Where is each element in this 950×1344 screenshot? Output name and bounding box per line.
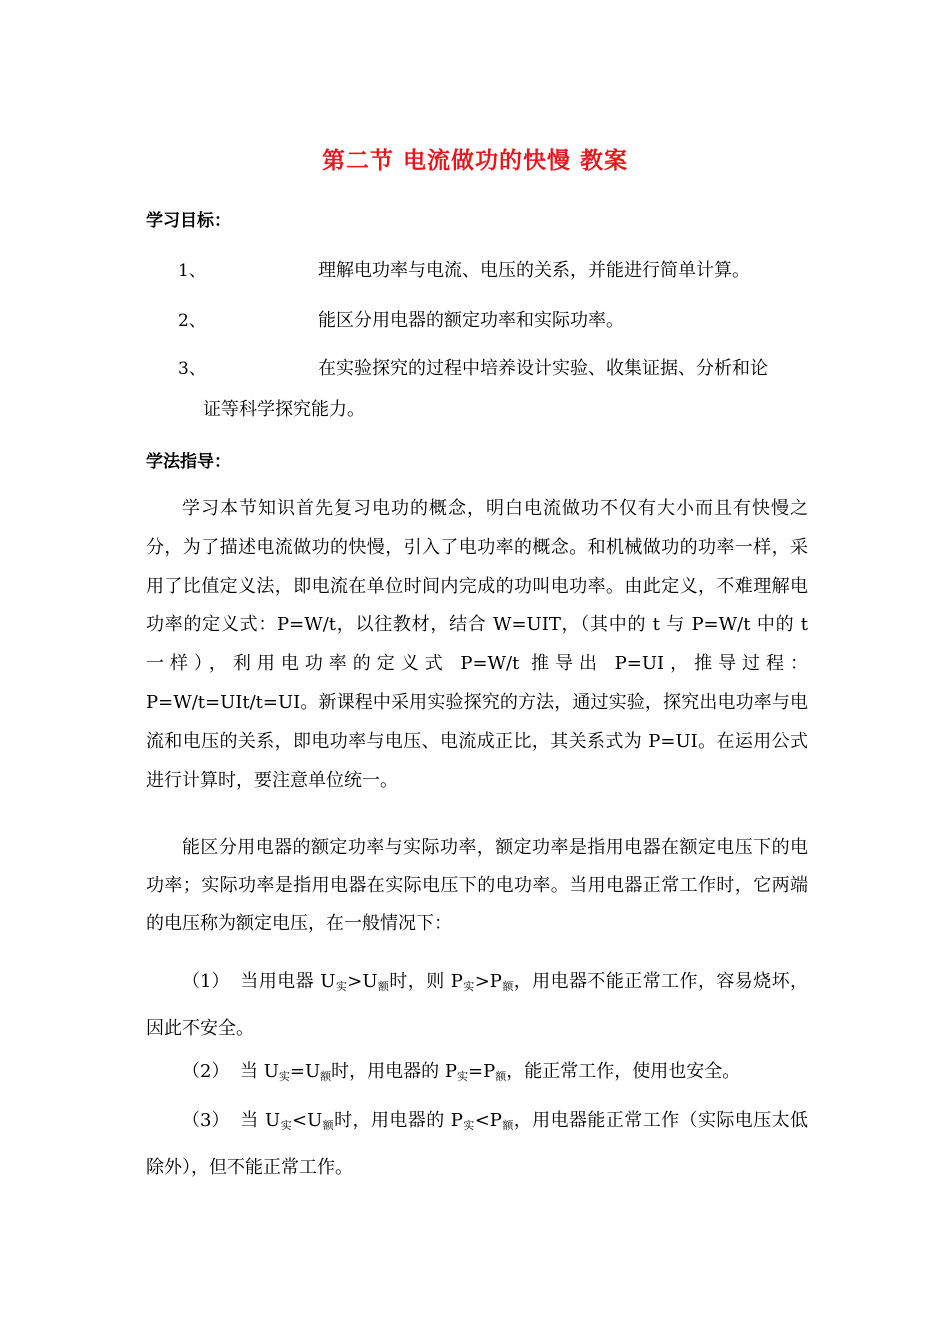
method-paragraph-1: 学习本节知识首先复习电功的概念，明白电流做功不仅有大小而且有快慢之分，为了描述电流做功的快慢，引入了电功率的概念。和机械做功的功率一样，采用了比值定义法，即电流在单位时间内完成的功叫电功率。由此定义，不难理解电功率的定义式：P=W/t，以往教材，结合 W=UIT，（其中的 t 与 P=W/t 中的 t 一样），利用电功率的定义式 P=W/t 推导出 P=UI，推导过程：P=W/t=UIt/t=UI。新课程中采用实验探究的方法，通过实验，探究出电功率与电流和电压的关系，即电功率与电压、电流成正比，其关系式为 P=UI。在运用公式进行计算时，要注意单位统一。	[146, 498, 808, 791]
objective-number-3: 3、	[178, 359, 206, 379]
condition-label: （2）	[182, 1061, 230, 1082]
objective-text-1: 理解电功率与电流、电压的关系，并能进行简单计算。	[318, 260, 750, 281]
method-paragraph-2: 能区分用电器的额定功率与实际功率，额定功率是指用电器在额定电压下的电功率；实际功率是指用电器在实际电压下的电功率。当用电器正常工作时，它两端的电压称为额定电压，在一般情况下：	[146, 837, 808, 934]
condition-2: （2） 当 $U_实=U_额$时，用电器的 $P_实=P_额$，能正常工作，使用也安全。	[146, 1051, 808, 1098]
objective-number-1: 1、	[178, 261, 206, 281]
objective-text-3-continued: 证等科学探究能力。	[203, 399, 365, 420]
objective-text-2: 能区分用电器的额定功率和实际功率。	[318, 310, 624, 331]
objective-number-2: 2、	[178, 311, 206, 331]
condition-3: （3） 当 $U_实<U_额$时，用电器的 $P_实<P_额$，用电器能正常工作（实际电压太低除外），但不能正常工作。	[146, 1100, 808, 1189]
page-title: 第二节 电流做功的快慢 教案	[321, 148, 628, 174]
condition-label: （1）	[182, 971, 230, 992]
condition-1: （1） 当用电器 $U_实>U_额$时，则 $P_实>P_额$，用电器不能正常工作，容易烧坏，因此不安全。	[146, 961, 808, 1050]
condition-label: （3）	[182, 1110, 230, 1131]
objectives-heading: 学习目标：	[146, 211, 231, 231]
objective-text-3: 在实验探究的过程中培养设计实验、收集证据、分析和论	[318, 358, 768, 379]
method-heading: 学法指导：	[146, 452, 231, 472]
